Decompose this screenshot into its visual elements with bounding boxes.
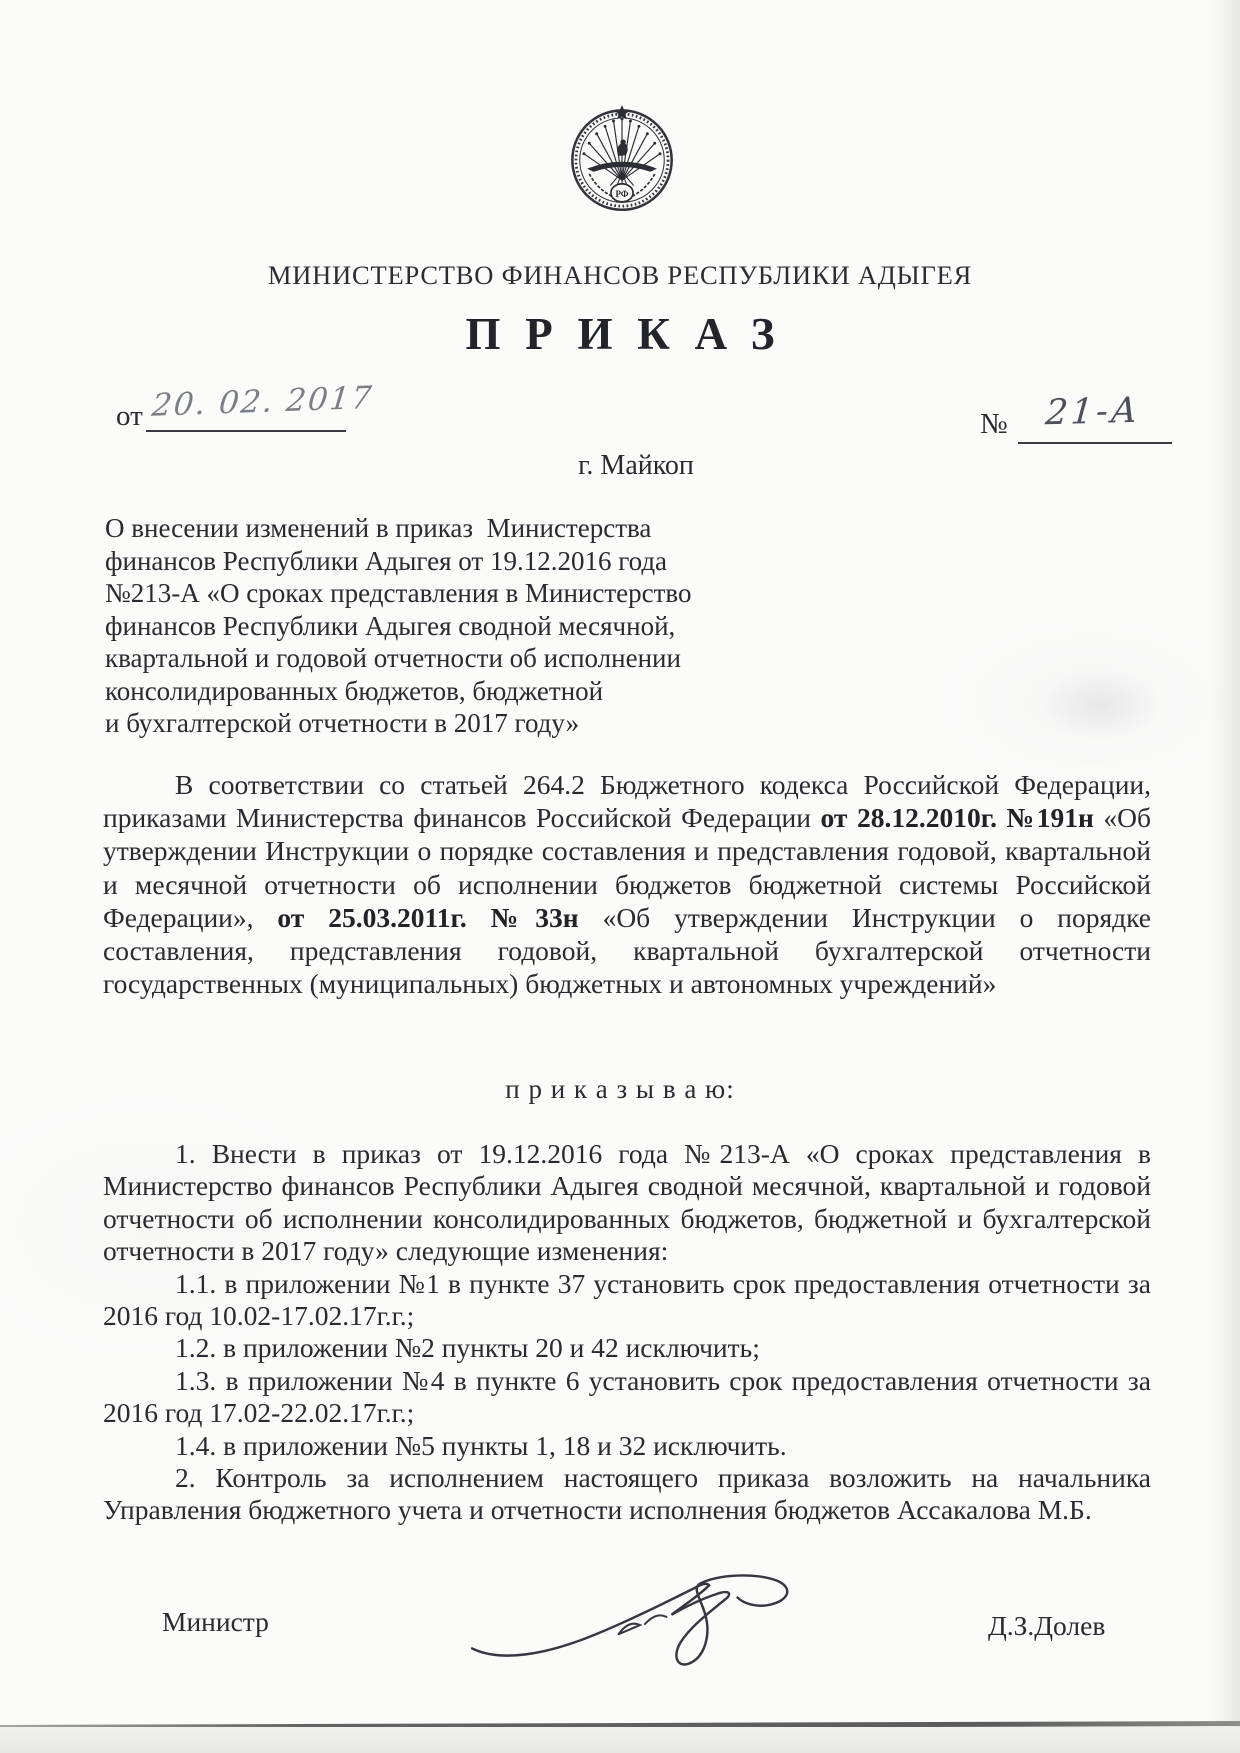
scan-smudge-artifact	[1040, 670, 1160, 740]
order-item-1-3: 1.3. в приложении №4 в пункте 6 установить срок предоставления отчетности за 2016 год 17.02-22.02.17г.г.;	[103, 1364, 1151, 1429]
subject-block	[105, 512, 725, 740]
subject-line: консолидированных бюджетов, бюджетной	[105, 675, 604, 706]
subject-line: №213-А «О сроках представления в Министерство	[105, 578, 692, 608]
date-underline	[146, 430, 346, 432]
subject-line: финансов Республики Адыгея сводной месячной,	[105, 610, 676, 641]
subject-line: и бухгалтерской отчетности в 2017 году»	[105, 708, 580, 738]
order-item-2: 2. Контроль за исполнением настоящего приказа возложить на начальника Управления бюджетного учета и отчетности исполнения бюджетов Ассакалова М.Б.	[103, 1462, 1151, 1526]
scan-background-strip	[0, 1727, 1240, 1753]
number-handwritten-value: 21-А	[1044, 390, 1142, 434]
preamble-bold-order-33n: от 25.03.2011г. №33н	[277, 901, 579, 933]
date-label: от	[116, 400, 143, 432]
date-handwritten-value: 20. 02. 2017	[150, 379, 376, 424]
svg-text:РФ: РФ	[615, 189, 629, 200]
subject-line: О внесении изменений в приказ Министерства	[105, 513, 652, 543]
number-label: №	[980, 408, 1008, 440]
preamble-text: «Об утверждении Инструкции о порядке составления, представления годовой, квартальной бухгалтерской отчетности государственных (муниципальных) бюджетных и автономных учреждений»	[103, 901, 1151, 1000]
number-underline	[1018, 442, 1172, 444]
order-item-1-2: 1.2. в приложении №2 пункты 20 и 42 исключить;	[175, 1332, 760, 1364]
order-item-1-4: 1.4. в приложении №5 пункты 1, 18 и 32 исключить.	[175, 1429, 787, 1461]
subject-line: финансов Республики Адыгея от 19.12.2016 года	[105, 545, 668, 576]
preamble-text: «Об утверждении Инструкции о порядке составления и представления годовой, квартальной и месячной отчетности об исполнении бюджетов бюджетной системы Российской Федерации»,	[103, 802, 1152, 933]
coat-of-arms-icon	[569, 102, 675, 214]
subject-line: квартальной и годовой отчетности об исполнении	[105, 643, 681, 673]
preamble-text: В соответствии со статьей 264.2 Бюджетного кодекса Российской Федерации, приказами Министерства финансов Российской Федерации	[103, 769, 1151, 834]
preamble-paragraph	[103, 768, 1151, 1000]
signatory-title: Министр	[162, 1606, 269, 1637]
order-item-1: 1. Внести в приказ от 19.12.2016 года №213-А «О сроках представления в Министерство финансов Республики Адыгея сводной месячной, квартальной и годовой отчетности об исполнении консолидированных бюджетов, бюджетной и бухгалтерской отчетности в 2017 году» следующие изменения:	[103, 1138, 1151, 1267]
minister-signature-icon	[466, 1572, 822, 1676]
document-type-title: ПРИКАЗ	[465, 309, 800, 359]
signatory-name: Д.З.Долев	[988, 1610, 1106, 1641]
city-line: г. Майкоп	[578, 450, 694, 481]
ministry-name: МИНИСТЕРСТВО ФИНАНСОВ РЕСПУБЛИКИ АДЫГЕЯ	[267, 260, 973, 290]
order-keyword: п р и к а з ы в а ю:	[505, 1074, 735, 1104]
order-items	[103, 1138, 1151, 1527]
preamble-bold-order-191n: от 28.12.2010г. №191н	[820, 802, 1094, 834]
order-item-1-1: 1.1. в приложении №1 в пункте 37 установить срок предоставления отчетности за 2016 год 10.02-17.02.17г.г.;	[103, 1267, 1151, 1332]
